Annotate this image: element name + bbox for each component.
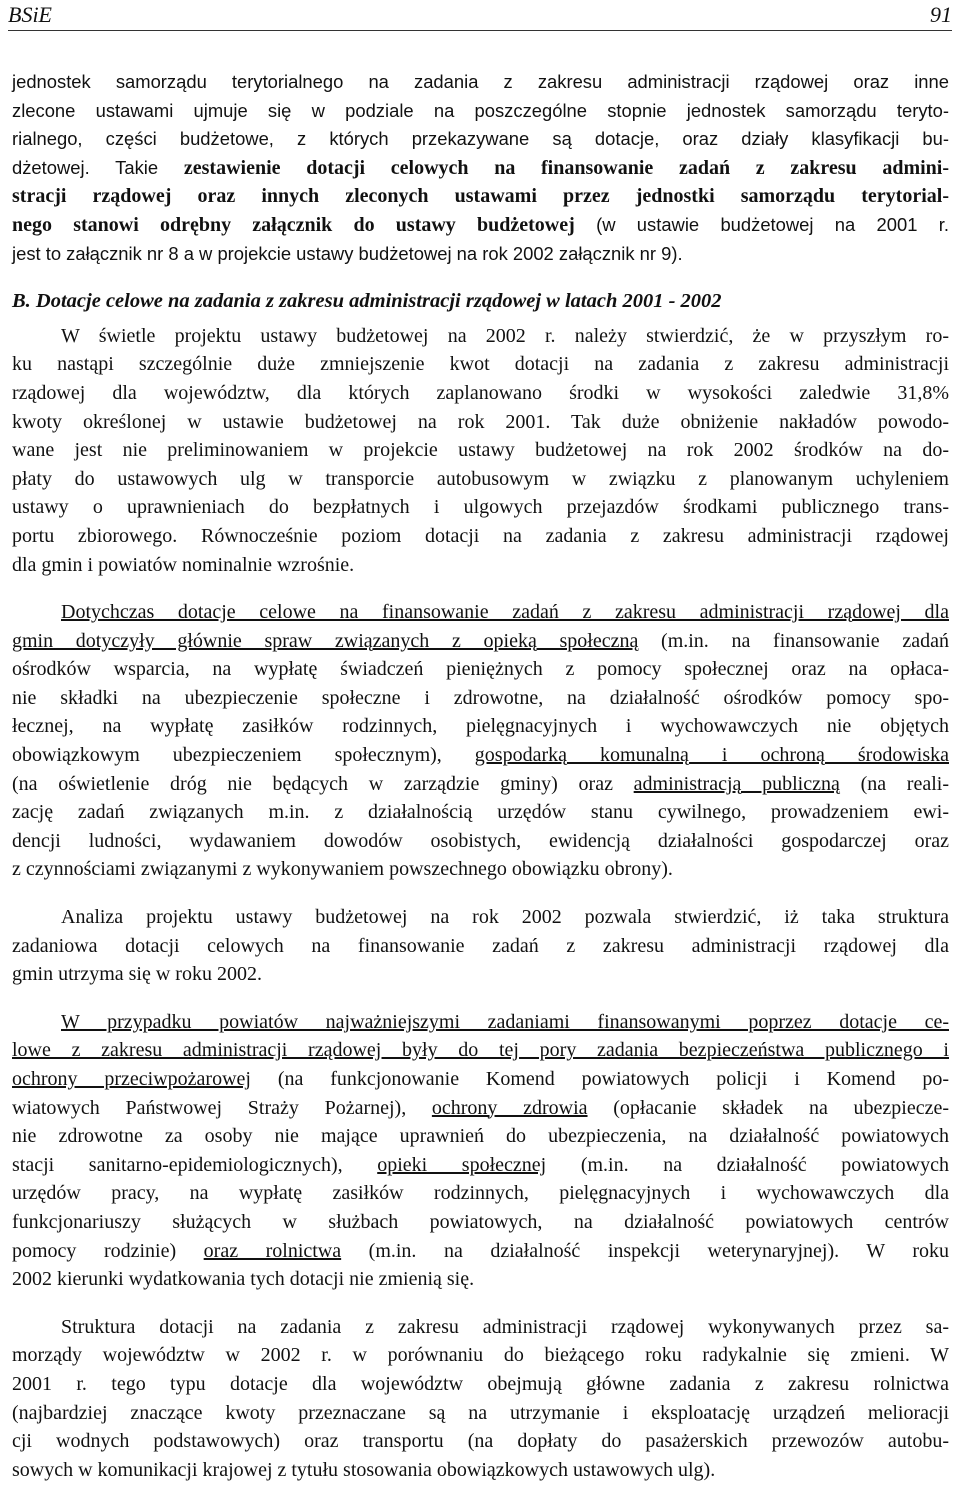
text-line: urzędów pracy, na wypłatę zasiłków rodzinnych, pielęgnacyjnych i wychowawczych dla — [12, 1182, 949, 1205]
text-line: cji wodnych podstawowych) oraz transportu (na dopłaty do pasażerskich przewozów autobu- — [12, 1430, 949, 1453]
text-span: dżetowej. Takie — [12, 156, 184, 178]
text-line: wane jest nie preliminowaniem w projekcie ustawy budżetowej na rok 2002 środków na do- — [12, 439, 949, 462]
page-number: 91 — [930, 2, 952, 27]
text-line: gmin utrzyma się w roku 2002. — [12, 963, 262, 986]
bold-text: zestawienie dotacji celowych na finansowanie zadań z zakresu admini- — [183, 156, 949, 179]
text-line: stracji rządowej oraz innych zleconych ustawami przez jednostki samorządu terytorial- — [12, 185, 949, 208]
text-line: 2002 kierunki wydatkowania tych dotacji nie zmienią się. — [12, 1268, 475, 1291]
paragraph-5 — [12, 1008, 949, 1294]
text-line: W przypadku powiatów najważniejszymi zadaniami finansowanymi poprzez dotacje ce- — [61, 1010, 949, 1033]
paragraph-1 — [12, 68, 949, 268]
text-line: nie zdrowotne za osoby nie mające uprawnień do ubezpieczenia, na działalność powiatowych — [12, 1125, 949, 1148]
text-line: rialnego, części budżetowe, z których przekazywane są dotacje, oraz działy klasyfikacji bu- — [12, 128, 949, 150]
text-line: jednostek samorządu terytorialnego na zadania z zakresu administracji rządowej oraz inne — [12, 71, 949, 92]
text-line — [12, 741, 949, 770]
text-span: (na oświetlenie dróg nie będących w zarządzie gminy) oraz — [12, 772, 634, 795]
text-line: ku nastąpi szczególnie duże zmniejszenie kwot dotacji na zadania z zakresu administracji — [12, 353, 949, 376]
text-line: jest to załącznik nr 8 a w projekcie ustawy budżetowej na rok 2002 załącznik nr 9). — [12, 242, 683, 264]
underlined-text: gospodarką komunalną i ochroną środowiska — [474, 744, 949, 767]
text-span: (opłacanie składek na ubezpiecze- — [587, 1096, 950, 1119]
text-line — [12, 770, 949, 799]
text-line: zadaniowa dotacji celowych na finansowanie zadań z zakresu administracji rządowej dla — [12, 934, 949, 957]
text-line: ośrodków wsparcia, na wypłatę świadczeń pieniężnych z pomocy społecznej oraz na opłaca- — [12, 658, 949, 681]
text-line: Struktura dotacji na zadania z zakresu administracji rządowej wykonywanych przez sa- — [61, 1315, 949, 1338]
text-line: W świetle projektu ustawy budżetowej na 2002 r. należy stwierdzić, że w przyszłym ro- — [61, 324, 949, 347]
text-span: (m.in. na działalność powiatowych — [546, 1153, 949, 1176]
paragraph-4 — [12, 903, 949, 989]
text-line: portu zbiorowego. Równocześnie poziom dotacji na zadania z zakresu administracji rządowej — [12, 524, 949, 547]
underlined-text: administracją publiczną — [633, 772, 840, 795]
text-span: (na reali- — [839, 772, 949, 795]
text-span: (w ustawie budżetowej na 2001 r. — [574, 213, 949, 235]
underlined-text: oraz rolnictwa — [203, 1239, 342, 1262]
paragraph-2 — [12, 322, 949, 579]
text-line: zlecone ustawami ujmuje się w podziale na poszczególne stopnie jednostek samorządu teryto- — [12, 99, 949, 121]
text-span: (m.in. na działalność inspekcji weterynaryjnej). W roku — [341, 1239, 950, 1262]
text-line: Dotychczas dotacje celowe na finansowanie zadań z zakresu administracji rządowej dla — [61, 601, 949, 624]
text-span: wiatowych Państwowej Straży Pożarnej), — [12, 1096, 432, 1119]
text-line: kwoty określonej w ustawie budżetowej na rok 2001. Tak duże obniżenie nakładów powodo- — [12, 410, 949, 433]
text-span: pomocy rodzinie) — [12, 1239, 204, 1262]
text-line: zację zadań związanych m.in. z działalnością urzędów stanu cywilnego, prowadzeniem ewi- — [12, 801, 949, 824]
underlined-text: ochrony zdrowia — [431, 1096, 588, 1119]
text-span: (m.in. na finansowanie zadań — [638, 629, 949, 652]
underlined-text: ochrony przeciwpożarowej — [12, 1068, 251, 1090]
text-line — [12, 627, 949, 656]
text-line: rządowej dla województw, dla których zaplanowano środki w wysokości zaledwie 31,8% — [12, 381, 949, 404]
text-line: ustawy o uprawnieniach do bezpłatnych i ulgowych przejazdów środkami publicznego trans- — [12, 496, 949, 519]
text-span: stacji sanitarno-epidemiologicznych), — [12, 1153, 378, 1176]
text-line: łecznej, na wypłatę zasiłków rodzinnych, pielęgnacyjnych i wychowawczych nie objętych — [12, 715, 949, 738]
section-heading-block — [12, 287, 949, 316]
underlined-text: opieki społecznej — [377, 1153, 547, 1176]
text-line — [12, 1094, 949, 1123]
paragraph-6 — [12, 1313, 949, 1485]
text-line: (najbardziej znaczące kwoty przeznaczane są na utrzymanie i eksploatację urządzeń melioracji — [12, 1401, 949, 1424]
underlined-text: gmin dotyczyły głównie spraw związanych z opieką społeczną — [12, 629, 639, 652]
text-line: lowe z zakresu administracji rządowej były do tej pory zadania bezpieczeństwa publicznego i — [12, 1039, 949, 1062]
section-heading: B. Dotacje celowe na zadania z zakresu administracji rządowej w latach 2001 - 2002 — [12, 290, 722, 313]
bold-text: nego stanowi odrębny załącznik do ustawy budżetowej — [12, 213, 575, 236]
text-line: dencji ludności, wydawaniem dowodów osobistych, ewidencją działalności gospodarczej oraz — [12, 829, 949, 852]
text-line — [12, 154, 949, 183]
text-line: z czynnościami związanymi z wykonywaniem powszechnego obowiązku obrony). — [12, 858, 673, 881]
text-line: płaty do ustawowych ulg w transporcie autobusowym w związku z planowanym uchyleniem — [12, 467, 949, 490]
text-line — [12, 1237, 949, 1266]
text-line — [12, 211, 949, 240]
paragraph-3 — [12, 598, 949, 884]
text-span: (na funkcjonowanie Komend powiatowych policji i Komend po- — [250, 1068, 950, 1090]
text-line: Analiza projektu ustawy budżetowej na rok 2002 pozwala stwierdzić, iż taka struktura — [61, 906, 949, 929]
text-line — [12, 1151, 949, 1180]
text-line: nie składki na ubezpieczenie społeczne i zdrowotne, na działalność ośrodków pomocy spo- — [12, 686, 949, 709]
text-line: sowych w komunikacji krajowej z tytułu stosowania obowiązkowych ustawowych ulg). — [12, 1458, 716, 1481]
text-span: obowiązkowym ubezpieczeniem społecznym), — [12, 744, 475, 767]
text-line: 2001 r. tego typu dotacje dla województw obejmują główne zadania z zakresu rolnictwa — [12, 1372, 949, 1395]
text-line: dla gmin i powiatów nominalnie wzrośnie. — [12, 553, 355, 576]
page-header — [8, 0, 952, 31]
text-line — [12, 1065, 949, 1094]
header-title: BSiE — [8, 2, 52, 27]
text-line: morządy województw w 2002 r. w porównaniu do bieżącego roku radykalnie się zmieni. W — [12, 1344, 949, 1367]
text-line: funkcjonariuszy służących w służbach powiatowych, na działalność powiatowych centrów — [12, 1210, 949, 1233]
document-body — [12, 68, 949, 1503]
